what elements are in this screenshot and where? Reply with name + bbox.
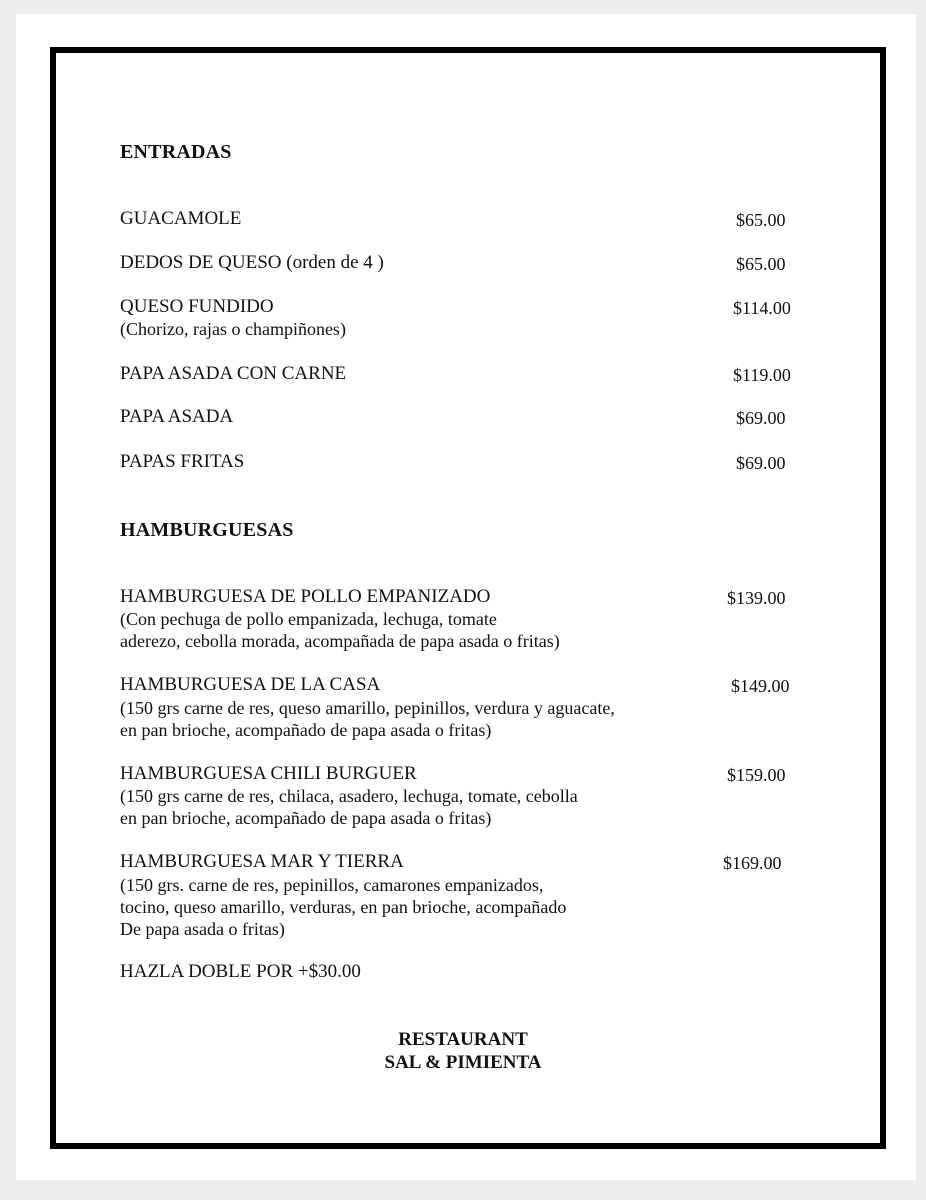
item-price-hamburguesa-mar-tierra: $169.00 — [723, 853, 782, 873]
item-price-papa-asada-con-carne: $119.00 — [733, 365, 791, 385]
item-name-hamburguesa-pollo: HAMBURGUESA DE POLLO EMPANIZADO — [120, 586, 491, 607]
restaurant-label: RESTAURANT — [398, 1029, 528, 1050]
item-price-queso-fundido: $114.00 — [733, 298, 791, 318]
item-price-dedos-de-queso: $65.00 — [736, 254, 786, 274]
item-name-hamburguesa-mar-tierra: HAMBURGUESA MAR Y TIERRA — [120, 851, 404, 872]
item-price-hamburguesa-pollo: $139.00 — [727, 588, 786, 608]
item-desc-hamburguesa-casa-2: en pan brioche, acompañado de papa asada o fritas) — [120, 720, 492, 740]
item-price-guacamole: $65.00 — [736, 210, 786, 230]
item-name-papa-asada-con-carne: PAPA ASADA CON CARNE — [120, 363, 347, 384]
section-heading-entradas: ENTRADAS — [120, 141, 232, 163]
item-desc-hamburguesa-chili-1: (150 grs carne de res, chilaca, asadero, lechuga, tomate, cebolla — [120, 786, 578, 806]
item-desc-queso-fundido: (Chorizo, rajas o champiñones) — [120, 319, 346, 339]
item-desc-hamburguesa-chili-2: en pan brioche, acompañado de papa asada o fritas) — [120, 808, 492, 828]
item-name-papa-asada: PAPA ASADA — [120, 406, 234, 427]
item-name-hamburguesa-casa: HAMBURGUESA DE LA CASA — [120, 674, 381, 695]
item-price-hamburguesa-chili: $159.00 — [727, 765, 786, 785]
item-desc-hamburguesa-mar-tierra-1: (150 grs. carne de res, pepinillos, camarones empanizados, — [120, 875, 544, 895]
item-name-queso-fundido: QUESO FUNDIDO — [120, 296, 274, 317]
item-desc-hamburguesa-casa-1: (150 grs carne de res, queso amarillo, pepinillos, verdura y aguacate, — [120, 698, 615, 718]
item-price-hamburguesa-casa: $149.00 — [731, 676, 790, 696]
item-name-dedos-de-queso: DEDOS DE QUESO (orden de 4 ) — [120, 252, 384, 273]
item-price-papas-fritas: $69.00 — [736, 453, 786, 473]
section-heading-hamburguesas: HAMBURGUESAS — [120, 519, 294, 541]
item-desc-hamburguesa-pollo-1: (Con pechuga de pollo empanizada, lechuga, tomate — [120, 609, 497, 629]
item-price-papa-asada: $69.00 — [736, 408, 786, 428]
item-name-guacamole: GUACAMOLE — [120, 208, 242, 229]
double-patty-note: HAZLA DOBLE POR +$30.00 — [120, 961, 361, 982]
item-name-hamburguesa-chili: HAMBURGUESA CHILI BURGUER — [120, 763, 417, 784]
item-desc-hamburguesa-pollo-2: aderezo, cebolla morada, acompañada de papa asada o fritas) — [120, 631, 560, 651]
item-name-papas-fritas: PAPAS FRITAS — [120, 451, 245, 472]
item-desc-hamburguesa-mar-tierra-3: De papa asada o fritas) — [120, 919, 285, 939]
restaurant-name: SAL & PIMIENTA — [384, 1052, 542, 1073]
item-desc-hamburguesa-mar-tierra-2: tocino, queso amarillo, verduras, en pan brioche, acompañado — [120, 897, 567, 917]
